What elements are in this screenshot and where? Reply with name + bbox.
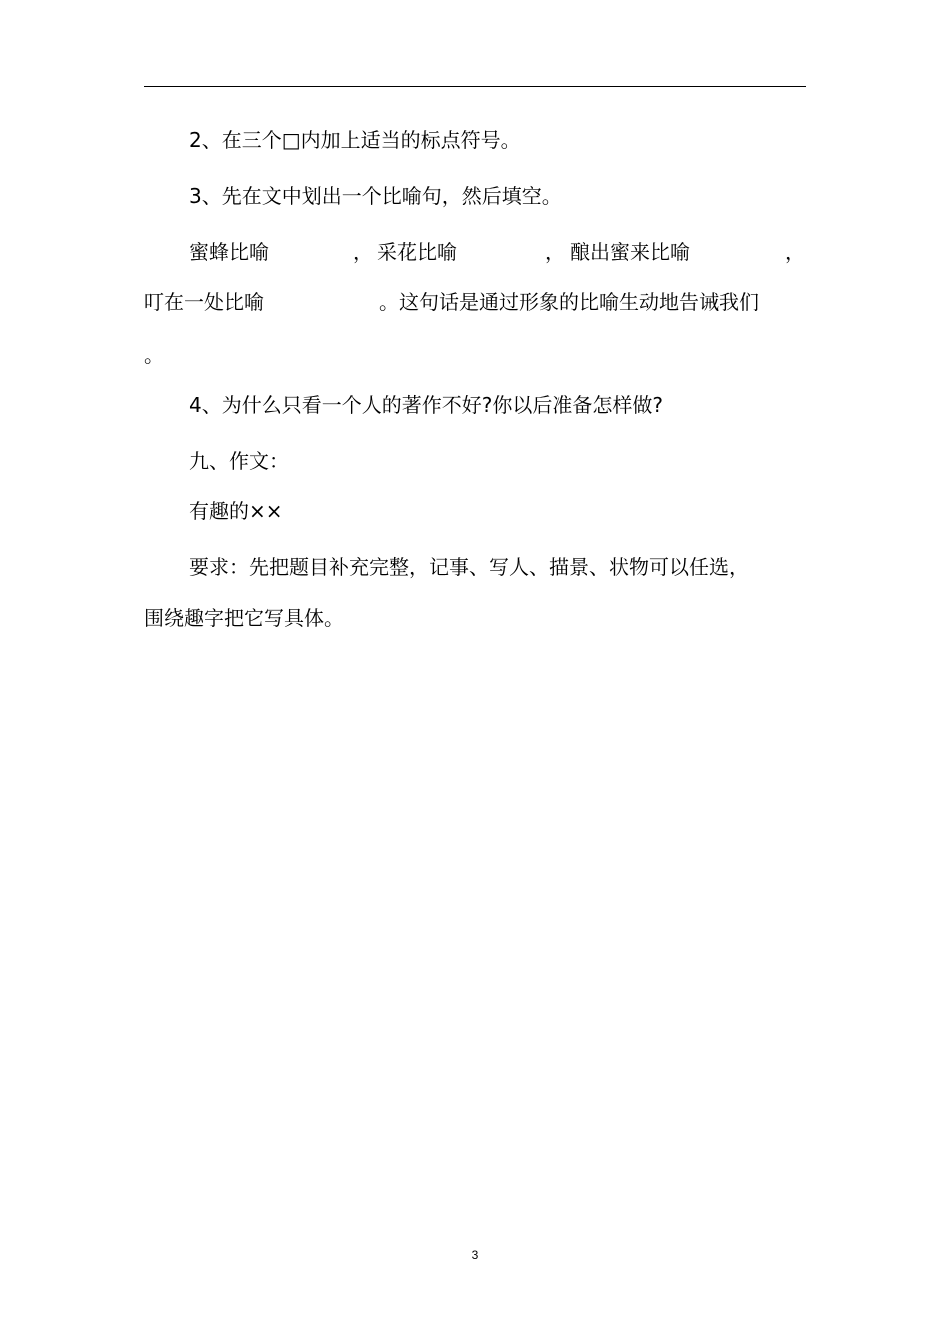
fill-brew-label: 酿出蜜来比喻 <box>570 240 690 264</box>
requirement-line-2: 围绕趣字把它写具体。 <box>144 606 344 630</box>
fill-gather-label: 采花比喻 <box>377 240 457 264</box>
fill-comma-1: ， <box>353 240 373 264</box>
fill-sting-label: 叮在一处比喻 <box>144 290 264 314</box>
essay-title: 有趣的×× <box>189 499 283 523</box>
fill-period: 。 <box>144 343 164 367</box>
section-9-heading: 九、作文： <box>189 449 289 473</box>
fill-tail-text: 。这句话是通过形象的比喻生动地告诫我们 <box>379 290 759 314</box>
fill-comma-3: ， <box>785 240 805 264</box>
question-2: 2、在三个□内加上适当的标点符号。 <box>189 128 521 152</box>
header-rule <box>144 86 806 87</box>
fill-bee-label: 蜜蜂比喻 <box>189 240 269 264</box>
requirement-line-1: 要求：先把题目补充完整，记事、写人、描景、状物可以任选， <box>189 555 749 579</box>
fill-blank-line-2 <box>0 290 950 314</box>
question-4: 4、为什么只看一个人的著作不好?你以后准备怎样做? <box>189 393 663 417</box>
fill-blank-line-1 <box>0 240 950 264</box>
fill-comma-2: ， <box>545 240 565 264</box>
question-3: 3、先在文中划出一个比喻句，然后填空。 <box>189 184 562 208</box>
page-number: 3 <box>471 1248 479 1262</box>
